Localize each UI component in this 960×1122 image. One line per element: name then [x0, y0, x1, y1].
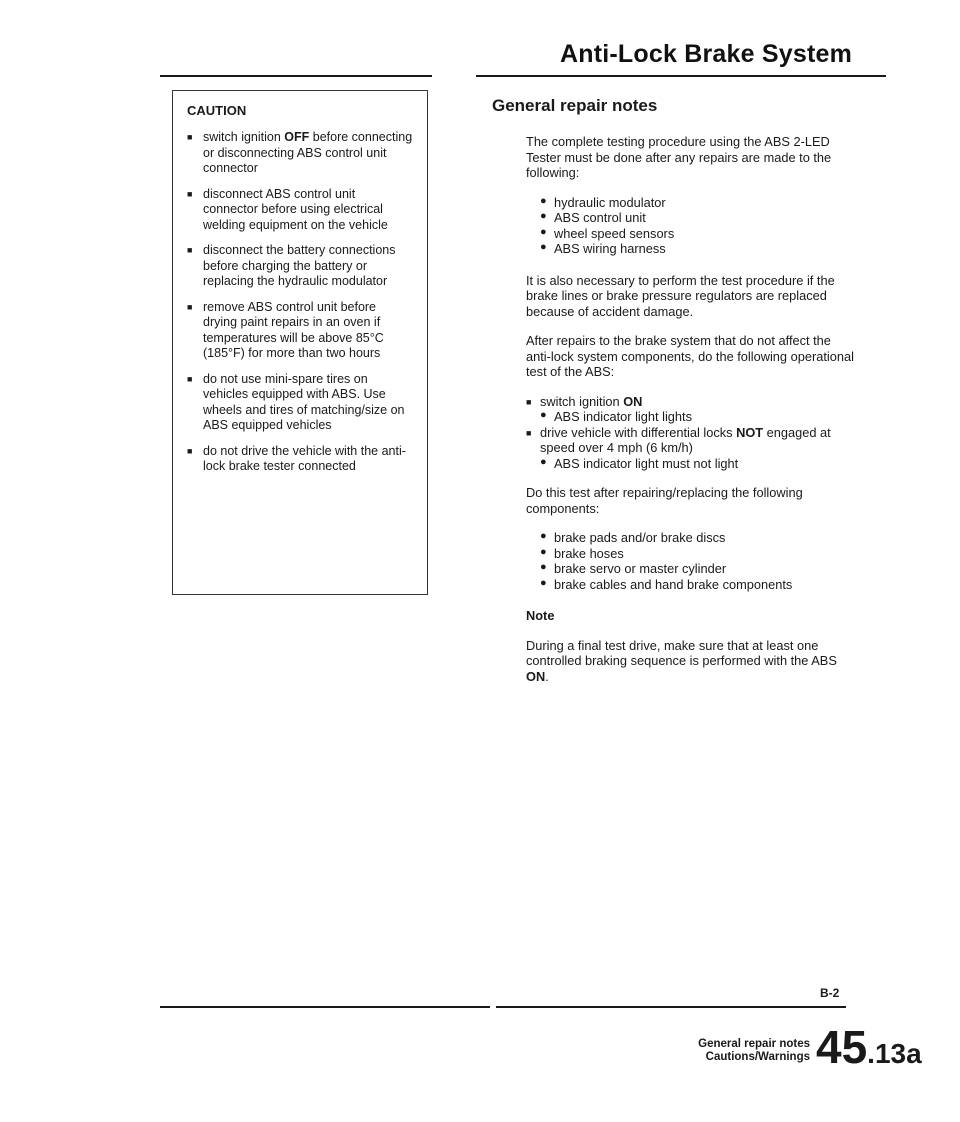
page-code: B-2: [820, 986, 840, 1000]
list-item: ● hydraulic modulator: [540, 195, 856, 211]
main-column: [526, 134, 856, 698]
test-step-result: ● ABS indicator light must not light: [526, 456, 856, 472]
repair-components-list: [526, 530, 856, 592]
operational-test-steps: [526, 394, 856, 472]
section-number: [816, 1020, 922, 1074]
list-item: ● brake pads and/or brake discs: [540, 530, 856, 546]
components-list: [526, 195, 856, 257]
list-item: ● brake hoses: [540, 546, 856, 562]
section-number-sub: .13a: [867, 1038, 922, 1069]
footer-rule-right: [496, 1006, 846, 1008]
list-item: ● ABS control unit: [540, 210, 856, 226]
footer-label: General repair notes: [698, 1038, 810, 1050]
caution-item: ■ disconnect the battery connections before charging the battery or replacing the hydraulic modulator: [187, 243, 413, 290]
list-item: ● brake cables and hand brake components: [540, 577, 856, 593]
section-heading: General repair notes: [492, 96, 658, 115]
footer-rule-left: [160, 1006, 490, 1008]
test-step: ■ switch ignition ON: [526, 394, 856, 410]
footer-label: Cautions/Warnings: [705, 1051, 810, 1063]
intro-paragraph: The complete testing procedure using the ABS 2-LED Tester must be done after any repairs are made to the following:: [526, 134, 832, 180]
header-rule-left: [160, 75, 432, 77]
page-title: Anti-Lock Brake System: [560, 40, 852, 68]
caution-item: ■ remove ABS control unit before drying paint repairs in an oven if temperatures will be above 85°C (185°F) for more than two hours: [187, 300, 413, 362]
caution-item: ■ do not use mini-spare tires on vehicles equipped with ABS. Use wheels and tires of matching/size on ABS equipped vehicles: [187, 372, 413, 434]
repair-paragraph: Do this test after repairing/replacing the following components:: [526, 485, 803, 516]
section-number-main: 45: [816, 1021, 868, 1073]
caution-heading: CAUTION: [187, 103, 247, 118]
test-procedure-paragraph: It is also necessary to perform the test procedure if the brake lines or brake pressure regulators are replaced because of accident damage.: [526, 272, 835, 319]
operational-test-paragraph: After repairs to the brake system that do not affect the anti-lock system components, do the following operational test of the ABS:: [526, 333, 854, 379]
test-step-result: ● ABS indicator light lights: [526, 409, 856, 425]
caution-box: [172, 90, 428, 595]
caution-item: ■ do not drive the vehicle with the anti-lock brake tester connected: [187, 444, 413, 475]
list-item: ● ABS wiring harness: [540, 241, 856, 257]
note-heading: Note: [526, 608, 555, 623]
list-item: ● brake servo or master cylinder: [540, 561, 856, 577]
note-paragraph: During a final test drive, make sure that at least one controlled braking sequence is performed with the ABS ON.: [526, 637, 837, 684]
test-step: ■ drive vehicle with differential locks NOT engaged at speed over 4 mph (6 km/h): [526, 425, 856, 456]
list-item: ● wheel speed sensors: [540, 226, 856, 242]
caution-item: ■ disconnect ABS control unit connector before using electrical welding equipment on the vehicle: [187, 187, 413, 234]
caution-item: ■ switch ignition OFF before connecting or disconnecting ABS control unit connector: [187, 130, 413, 177]
header-rule-right: [476, 75, 886, 77]
footer-labels: [676, 1038, 810, 1064]
